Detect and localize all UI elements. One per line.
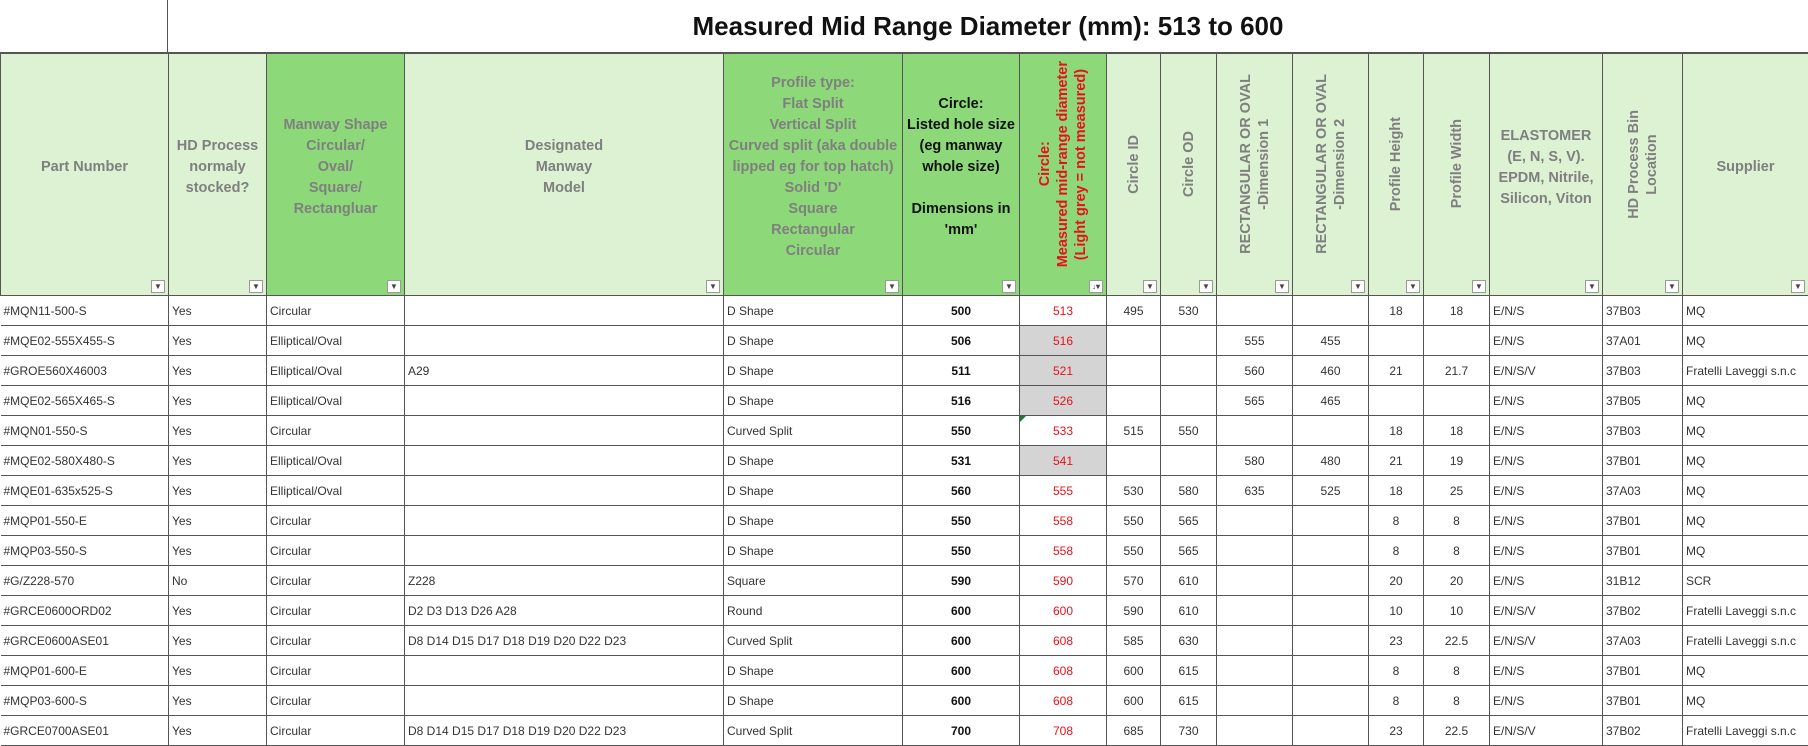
table-row bbox=[1, 446, 1808, 476]
cell-profile-type[interactable]: D Shape bbox=[724, 356, 903, 386]
cell-listed-hole[interactable]: 550 bbox=[903, 506, 1020, 536]
cell-measured-diameter[interactable]: 590 bbox=[1020, 566, 1107, 596]
cell-circle-id[interactable]: 600 bbox=[1107, 686, 1161, 716]
cell-bin-location[interactable]: 37B03 bbox=[1603, 416, 1683, 446]
cell-manway-shape[interactable]: Elliptical/Oval bbox=[267, 386, 405, 416]
cell-elastomer[interactable]: E/N/S bbox=[1490, 566, 1603, 596]
cell-dimension-2[interactable] bbox=[1293, 536, 1369, 566]
header-dimension-1[interactable]: RECTANGULAR OR OVAL -Dimension 1 ▼ bbox=[1217, 54, 1293, 296]
cell-circle-id[interactable]: 585 bbox=[1107, 626, 1161, 656]
cell-elastomer[interactable]: E/N/S bbox=[1490, 446, 1603, 476]
cell-supplier[interactable]: MQ bbox=[1683, 446, 1808, 476]
cell-profile-width[interactable]: 25 bbox=[1424, 476, 1490, 506]
cell-part-number[interactable]: #MQN11-500-S bbox=[1, 296, 169, 326]
header-circle-id[interactable]: Circle ID ▼ bbox=[1107, 54, 1161, 296]
cell-measured-diameter[interactable]: 708 bbox=[1020, 716, 1107, 746]
cell-bin-location[interactable]: 37A03 bbox=[1603, 626, 1683, 656]
cell-manway-model[interactable]: D8 D14 D15 D17 D18 D19 D20 D22 D23 bbox=[405, 626, 724, 656]
cell-listed-hole[interactable]: 600 bbox=[903, 686, 1020, 716]
cell-circle-id[interactable] bbox=[1107, 326, 1161, 356]
table-row bbox=[1, 386, 1808, 416]
cell-circle-id[interactable] bbox=[1107, 386, 1161, 416]
cell-manway-model[interactable] bbox=[405, 656, 724, 686]
cell-dimension-2[interactable] bbox=[1293, 626, 1369, 656]
cell-supplier[interactable]: MQ bbox=[1683, 476, 1808, 506]
cell-manway-model[interactable] bbox=[405, 296, 724, 326]
table-row bbox=[1, 656, 1808, 686]
cell-measured-diameter[interactable]: 558 bbox=[1020, 506, 1107, 536]
filter-dropdown-icon[interactable]: ▼ bbox=[1351, 280, 1365, 293]
header-profile-height[interactable]: Profile Height ▼ bbox=[1369, 54, 1424, 296]
filter-dropdown-icon[interactable]: ▼ bbox=[1002, 280, 1016, 293]
header-profile-width[interactable]: Profile Width ▼ bbox=[1424, 54, 1490, 296]
cell-stocked[interactable]: Yes bbox=[169, 416, 267, 446]
cell-circle-od[interactable]: 610 bbox=[1161, 566, 1217, 596]
cell-elastomer[interactable]: E/N/S bbox=[1490, 416, 1603, 446]
cell-circle-od[interactable] bbox=[1161, 356, 1217, 386]
cell-elastomer[interactable]: E/N/S/V bbox=[1490, 716, 1603, 746]
cell-dimension-1[interactable] bbox=[1217, 686, 1293, 716]
sort-descending-filter-icon[interactable]: ↓▾ bbox=[1089, 280, 1103, 293]
cell-bin-location[interactable]: 37A03 bbox=[1603, 476, 1683, 506]
cell-manway-model[interactable] bbox=[405, 476, 724, 506]
cell-bin-location[interactable]: 37B01 bbox=[1603, 446, 1683, 476]
cell-manway-model[interactable] bbox=[405, 386, 724, 416]
cell-bin-location[interactable]: 31B12 bbox=[1603, 566, 1683, 596]
cell-bin-location[interactable]: 37B01 bbox=[1603, 536, 1683, 566]
cell-dimension-2[interactable]: 480 bbox=[1293, 446, 1369, 476]
cell-part-number[interactable]: #GRCE0700ASE01 bbox=[1, 716, 169, 746]
cell-circle-od[interactable]: 730 bbox=[1161, 716, 1217, 746]
cell-profile-height[interactable]: 21 bbox=[1369, 446, 1424, 476]
cell-profile-type[interactable]: D Shape bbox=[724, 446, 903, 476]
cell-circle-od[interactable]: 565 bbox=[1161, 506, 1217, 536]
cell-supplier[interactable]: MQ bbox=[1683, 686, 1808, 716]
cell-circle-od[interactable]: 565 bbox=[1161, 536, 1217, 566]
cell-measured-diameter[interactable]: 558 bbox=[1020, 536, 1107, 566]
cell-stocked[interactable]: Yes bbox=[169, 476, 267, 506]
cell-listed-hole[interactable]: 506 bbox=[903, 326, 1020, 356]
cell-part-number[interactable]: #MQP03-550-S bbox=[1, 536, 169, 566]
table-body bbox=[1, 296, 1808, 746]
cell-dimension-1[interactable] bbox=[1217, 296, 1293, 326]
cell-measured-diameter[interactable]: 555 bbox=[1020, 476, 1107, 506]
cell-part-number[interactable]: #MQE02-580X480-S bbox=[1, 446, 169, 476]
cell-profile-height[interactable]: 18 bbox=[1369, 296, 1424, 326]
table-row bbox=[1, 476, 1808, 506]
cell-profile-width[interactable]: 8 bbox=[1424, 506, 1490, 536]
table-row bbox=[1, 356, 1808, 386]
cell-dimension-1[interactable] bbox=[1217, 506, 1293, 536]
title-row bbox=[0, 0, 1808, 53]
cell-profile-width[interactable]: 19 bbox=[1424, 446, 1490, 476]
cell-bin-location[interactable]: 37B03 bbox=[1603, 356, 1683, 386]
cell-manway-model[interactable]: D8 D14 D15 D17 D18 D19 D20 D22 D23 bbox=[405, 716, 724, 746]
cell-dimension-2[interactable] bbox=[1293, 296, 1369, 326]
cell-dimension-1[interactable] bbox=[1217, 536, 1293, 566]
header-part-number[interactable]: Part Number ▼ bbox=[1, 54, 169, 296]
cell-manway-model[interactable]: D2 D3 D13 D26 A28 bbox=[405, 596, 724, 626]
filter-dropdown-icon[interactable]: ▼ bbox=[1791, 280, 1805, 293]
header-manway-shape[interactable]: Manway Shape Circular/ Oval/ Square/ Rectangluar ▼ bbox=[267, 54, 405, 296]
cell-elastomer[interactable]: E/N/S/V bbox=[1490, 356, 1603, 386]
cell-circle-id[interactable]: 600 bbox=[1107, 656, 1161, 686]
cell-profile-height[interactable] bbox=[1369, 386, 1424, 416]
cell-elastomer[interactable]: E/N/S bbox=[1490, 296, 1603, 326]
cell-manway-model[interactable] bbox=[405, 446, 724, 476]
cell-bin-location[interactable]: 37A01 bbox=[1603, 326, 1683, 356]
cell-profile-width[interactable]: 22.5 bbox=[1424, 626, 1490, 656]
cell-profile-height[interactable]: 23 bbox=[1369, 716, 1424, 746]
cell-dimension-2[interactable] bbox=[1293, 566, 1369, 596]
cell-circle-id[interactable] bbox=[1107, 356, 1161, 386]
cell-stocked[interactable]: Yes bbox=[169, 686, 267, 716]
table-row bbox=[1, 626, 1808, 656]
cell-profile-type[interactable]: Round bbox=[724, 596, 903, 626]
cell-profile-width[interactable]: 18 bbox=[1424, 296, 1490, 326]
cell-dimension-1[interactable] bbox=[1217, 716, 1293, 746]
cell-circle-od[interactable]: 610 bbox=[1161, 596, 1217, 626]
cell-stocked[interactable]: Yes bbox=[169, 656, 267, 686]
cell-manway-shape[interactable]: Circular bbox=[267, 656, 405, 686]
cell-elastomer[interactable]: E/N/S bbox=[1490, 686, 1603, 716]
cell-profile-width[interactable]: 18 bbox=[1424, 416, 1490, 446]
table-row bbox=[1, 326, 1808, 356]
cell-part-number[interactable]: #MQN01-550-S bbox=[1, 416, 169, 446]
header-bin-location[interactable]: HD Process Bin Location ▼ bbox=[1603, 54, 1683, 296]
cell-stocked[interactable]: Yes bbox=[169, 446, 267, 476]
cell-elastomer[interactable]: E/N/S bbox=[1490, 326, 1603, 356]
cell-dimension-2[interactable] bbox=[1293, 596, 1369, 626]
cell-stocked[interactable]: Yes bbox=[169, 536, 267, 566]
header-supplier[interactable]: Supplier ▼ bbox=[1683, 54, 1808, 296]
header-hd-stocked[interactable]: HD Process normaly stocked? ▼ bbox=[169, 54, 267, 296]
filter-dropdown-icon[interactable]: ▼ bbox=[885, 280, 899, 293]
filter-dropdown-icon[interactable]: ▼ bbox=[1665, 280, 1679, 293]
cell-listed-hole[interactable]: 600 bbox=[903, 626, 1020, 656]
cell-profile-type[interactable]: D Shape bbox=[724, 386, 903, 416]
cell-supplier[interactable]: Fratelli Laveggi s.n.c bbox=[1683, 596, 1808, 626]
cell-elastomer[interactable]: E/N/S bbox=[1490, 476, 1603, 506]
cell-circle-od[interactable] bbox=[1161, 446, 1217, 476]
cell-measured-diameter[interactable]: 516 bbox=[1020, 326, 1107, 356]
cell-dimension-2[interactable]: 460 bbox=[1293, 356, 1369, 386]
cell-dimension-2[interactable] bbox=[1293, 716, 1369, 746]
sheet-title[interactable]: Measured Mid Range Diameter (mm): 513 to 600 bbox=[168, 0, 1808, 53]
cell-supplier[interactable]: Fratelli Laveggi s.n.c bbox=[1683, 626, 1808, 656]
cell-part-number[interactable]: #GRCE0600ASE01 bbox=[1, 626, 169, 656]
cell-profile-height[interactable]: 8 bbox=[1369, 656, 1424, 686]
cell-profile-type[interactable]: D Shape bbox=[724, 476, 903, 506]
cell-manway-model[interactable]: A29 bbox=[405, 356, 724, 386]
cell-circle-id[interactable]: 570 bbox=[1107, 566, 1161, 596]
cell-bin-location[interactable]: 37B02 bbox=[1603, 596, 1683, 626]
cell-listed-hole[interactable]: 600 bbox=[903, 596, 1020, 626]
cell-part-number[interactable]: #GROE560X46003 bbox=[1, 356, 169, 386]
cell-profile-type[interactable]: D Shape bbox=[724, 536, 903, 566]
cell-manway-shape[interactable]: Circular bbox=[267, 566, 405, 596]
cell-stocked[interactable]: Yes bbox=[169, 326, 267, 356]
cell-profile-height[interactable]: 8 bbox=[1369, 686, 1424, 716]
cell-bin-location[interactable]: 37B05 bbox=[1603, 386, 1683, 416]
cell-supplier[interactable]: Fratelli Laveggi s.n.c bbox=[1683, 716, 1808, 746]
cell-circle-id[interactable]: 495 bbox=[1107, 296, 1161, 326]
cell-bin-location[interactable]: 37B03 bbox=[1603, 296, 1683, 326]
cell-profile-height[interactable]: 18 bbox=[1369, 476, 1424, 506]
cell-measured-diameter[interactable]: 533 bbox=[1020, 416, 1107, 446]
table-row bbox=[1, 296, 1808, 326]
cell-bin-location[interactable]: 37B01 bbox=[1603, 656, 1683, 686]
cell-listed-hole[interactable]: 560 bbox=[903, 476, 1020, 506]
cell-profile-height[interactable]: 18 bbox=[1369, 416, 1424, 446]
cell-circle-id[interactable]: 590 bbox=[1107, 596, 1161, 626]
table-row bbox=[1, 536, 1808, 566]
cell-supplier[interactable]: MQ bbox=[1683, 656, 1808, 686]
cell-bin-location[interactable]: 37B02 bbox=[1603, 716, 1683, 746]
header-manway-model[interactable]: Designated Manway Model ▼ bbox=[405, 54, 724, 296]
table-row bbox=[1, 716, 1808, 746]
cell-measured-diameter[interactable]: 600 bbox=[1020, 596, 1107, 626]
cell-profile-height[interactable]: 8 bbox=[1369, 536, 1424, 566]
filter-dropdown-icon[interactable]: ▼ bbox=[1406, 280, 1420, 293]
cell-stocked[interactable]: Yes bbox=[169, 506, 267, 536]
header-circle-od[interactable]: Circle OD ▼ bbox=[1161, 54, 1217, 296]
cell-circle-id[interactable]: 550 bbox=[1107, 536, 1161, 566]
cell-part-number[interactable]: #MQE01-635x525-S bbox=[1, 476, 169, 506]
header-listed-hole-size[interactable]: Circle: Listed hole size (eg manway whole size) Dimensions in 'mm' ▼ bbox=[903, 54, 1020, 296]
filter-dropdown-icon[interactable]: ▼ bbox=[1199, 280, 1213, 293]
header-profile-type[interactable]: Profile type: Flat Split Vertical Split Curved split (aka double lipped eg for top hatch) Solid 'D' Square Rectangular Circular ▼ bbox=[724, 54, 903, 296]
cell-circle-od[interactable]: 550 bbox=[1161, 416, 1217, 446]
cell-dimension-1[interactable]: 560 bbox=[1217, 356, 1293, 386]
cell-dimension-2[interactable]: 465 bbox=[1293, 386, 1369, 416]
cell-bin-location[interactable]: 37B01 bbox=[1603, 506, 1683, 536]
table-row bbox=[1, 416, 1808, 446]
cell-dimension-1[interactable] bbox=[1217, 626, 1293, 656]
cell-measured-diameter[interactable]: 608 bbox=[1020, 626, 1107, 656]
cell-manway-shape[interactable]: Elliptical/Oval bbox=[267, 476, 405, 506]
filter-dropdown-icon[interactable]: ▼ bbox=[1472, 280, 1486, 293]
cell-stocked[interactable]: Yes bbox=[169, 296, 267, 326]
cell-profile-height[interactable] bbox=[1369, 326, 1424, 356]
cell-circle-od[interactable]: 630 bbox=[1161, 626, 1217, 656]
cell-dimension-2[interactable] bbox=[1293, 416, 1369, 446]
cell-profile-type[interactable]: D Shape bbox=[724, 506, 903, 536]
cell-dimension-2[interactable] bbox=[1293, 686, 1369, 716]
cell-profile-type[interactable]: D Shape bbox=[724, 656, 903, 686]
cell-supplier[interactable]: MQ bbox=[1683, 506, 1808, 536]
cell-dimension-1[interactable]: 580 bbox=[1217, 446, 1293, 476]
cell-supplier[interactable]: MQ bbox=[1683, 296, 1808, 326]
cell-listed-hole[interactable]: 600 bbox=[903, 656, 1020, 686]
cell-circle-od[interactable]: 580 bbox=[1161, 476, 1217, 506]
cell-listed-hole[interactable]: 700 bbox=[903, 716, 1020, 746]
cell-part-number[interactable]: #MQE02-565X465-S bbox=[1, 386, 169, 416]
cell-dimension-1[interactable] bbox=[1217, 416, 1293, 446]
cell-manway-shape[interactable]: Circular bbox=[267, 506, 405, 536]
filter-dropdown-icon[interactable]: ▼ bbox=[1143, 280, 1157, 293]
cell-listed-hole[interactable]: 590 bbox=[903, 566, 1020, 596]
cell-dimension-1[interactable] bbox=[1217, 566, 1293, 596]
cell-profile-type[interactable]: Curved Split bbox=[724, 716, 903, 746]
cell-circle-od[interactable] bbox=[1161, 386, 1217, 416]
cell-dimension-2[interactable] bbox=[1293, 656, 1369, 686]
cell-dimension-2[interactable]: 525 bbox=[1293, 476, 1369, 506]
cell-manway-shape[interactable]: Elliptical/Oval bbox=[267, 356, 405, 386]
filter-dropdown-icon[interactable]: ▼ bbox=[706, 280, 720, 293]
cell-profile-width[interactable]: 8 bbox=[1424, 656, 1490, 686]
cell-listed-hole[interactable]: 550 bbox=[903, 416, 1020, 446]
cell-manway-model[interactable] bbox=[405, 326, 724, 356]
cell-elastomer[interactable]: E/N/S bbox=[1490, 386, 1603, 416]
cell-elastomer[interactable]: E/N/S bbox=[1490, 536, 1603, 566]
cell-profile-height[interactable]: 21 bbox=[1369, 356, 1424, 386]
table-row bbox=[1, 566, 1808, 596]
cell-manway-shape[interactable]: Elliptical/Oval bbox=[267, 326, 405, 356]
cell-profile-type[interactable]: Square bbox=[724, 566, 903, 596]
cell-measured-diameter[interactable]: 608 bbox=[1020, 656, 1107, 686]
cell-stocked[interactable]: No bbox=[169, 566, 267, 596]
cell-manway-model[interactable] bbox=[405, 506, 724, 536]
table-row bbox=[1, 596, 1808, 626]
cell-stocked[interactable]: Yes bbox=[169, 626, 267, 656]
cell-profile-height[interactable]: 8 bbox=[1369, 506, 1424, 536]
cell-stocked[interactable]: Yes bbox=[169, 386, 267, 416]
cell-circle-id[interactable] bbox=[1107, 446, 1161, 476]
table-row bbox=[1, 506, 1808, 536]
cell-supplier[interactable]: MQ bbox=[1683, 416, 1808, 446]
cell-bin-location[interactable]: 37B01 bbox=[1603, 686, 1683, 716]
cell-measured-diameter[interactable]: 541 bbox=[1020, 446, 1107, 476]
cell-manway-shape[interactable]: Circular bbox=[267, 296, 405, 326]
cell-measured-diameter[interactable]: 521 bbox=[1020, 356, 1107, 386]
cell-listed-hole[interactable]: 500 bbox=[903, 296, 1020, 326]
cell-elastomer[interactable]: E/N/S/V bbox=[1490, 626, 1603, 656]
cell-profile-width[interactable]: 22.5 bbox=[1424, 716, 1490, 746]
cell-part-number[interactable]: #GRCE0600ORD02 bbox=[1, 596, 169, 626]
cell-supplier[interactable]: SCR bbox=[1683, 566, 1808, 596]
cell-measured-diameter[interactable]: 608 bbox=[1020, 686, 1107, 716]
cell-dimension-1[interactable]: 565 bbox=[1217, 386, 1293, 416]
cell-elastomer[interactable]: E/N/S bbox=[1490, 506, 1603, 536]
cell-manway-shape[interactable]: Elliptical/Oval bbox=[267, 446, 405, 476]
cell-part-number[interactable]: #MQP01-550-E bbox=[1, 506, 169, 536]
cell-supplier[interactable]: Fratelli Laveggi s.n.c bbox=[1683, 356, 1808, 386]
filter-dropdown-icon[interactable]: ▼ bbox=[151, 280, 165, 293]
cell-profile-width[interactable]: 21.7 bbox=[1424, 356, 1490, 386]
cell-profile-width[interactable] bbox=[1424, 386, 1490, 416]
cell-stocked[interactable]: Yes bbox=[169, 716, 267, 746]
cell-elastomer[interactable]: E/N/S/V bbox=[1490, 596, 1603, 626]
cell-part-number[interactable]: #MQE02-555X455-S bbox=[1, 326, 169, 356]
gasket-table bbox=[0, 53, 1808, 746]
cell-circle-id[interactable]: 515 bbox=[1107, 416, 1161, 446]
cell-profile-height[interactable]: 23 bbox=[1369, 626, 1424, 656]
cell-manway-shape[interactable]: Circular bbox=[267, 596, 405, 626]
cell-circle-od[interactable]: 615 bbox=[1161, 686, 1217, 716]
cell-listed-hole[interactable]: 516 bbox=[903, 386, 1020, 416]
cell-dimension-2[interactable]: 455 bbox=[1293, 326, 1369, 356]
cell-circle-od[interactable] bbox=[1161, 326, 1217, 356]
cell-circle-id[interactable]: 530 bbox=[1107, 476, 1161, 506]
cell-manway-shape[interactable]: Circular bbox=[267, 536, 405, 566]
cell-profile-type[interactable]: D Shape bbox=[724, 326, 903, 356]
cell-measured-diameter[interactable]: 526 bbox=[1020, 386, 1107, 416]
cell-measured-diameter[interactable]: 513 bbox=[1020, 296, 1107, 326]
cell-profile-type[interactable]: Curved Split bbox=[724, 626, 903, 656]
cell-part-number[interactable]: #MQP01-600-E bbox=[1, 656, 169, 686]
header-measured-diameter[interactable]: Circle: Measured mid-range diameter (Light grey = not measured) ↓▾ bbox=[1020, 54, 1107, 296]
cell-dimension-2[interactable] bbox=[1293, 506, 1369, 536]
cell-stocked[interactable]: Yes bbox=[169, 356, 267, 386]
cell-listed-hole[interactable]: 550 bbox=[903, 536, 1020, 566]
cell-manway-model[interactable] bbox=[405, 686, 724, 716]
cell-dimension-1[interactable] bbox=[1217, 656, 1293, 686]
header-row bbox=[1, 54, 1808, 296]
cell-elastomer[interactable]: E/N/S bbox=[1490, 656, 1603, 686]
cell-dimension-1[interactable] bbox=[1217, 596, 1293, 626]
cell-circle-od[interactable]: 530 bbox=[1161, 296, 1217, 326]
cell-profile-type[interactable]: D Shape bbox=[724, 686, 903, 716]
cell-listed-hole[interactable]: 531 bbox=[903, 446, 1020, 476]
cell-profile-height[interactable]: 10 bbox=[1369, 596, 1424, 626]
cell-profile-width[interactable]: 8 bbox=[1424, 536, 1490, 566]
cell-manway-shape[interactable]: Circular bbox=[267, 626, 405, 656]
cell-profile-width[interactable]: 8 bbox=[1424, 686, 1490, 716]
cell-supplier[interactable]: MQ bbox=[1683, 326, 1808, 356]
cell-profile-type[interactable]: D Shape bbox=[724, 296, 903, 326]
cell-circle-id[interactable]: 550 bbox=[1107, 506, 1161, 536]
title-blank-cell[interactable] bbox=[0, 0, 168, 53]
cell-dimension-1[interactable]: 635 bbox=[1217, 476, 1293, 506]
filter-dropdown-icon[interactable]: ▼ bbox=[1275, 280, 1289, 293]
header-dimension-2[interactable]: RECTANGULAR OR OVAL -Dimension 2 ▼ bbox=[1293, 54, 1369, 296]
cell-part-number[interactable]: #G/Z228-570 bbox=[1, 566, 169, 596]
cell-manway-shape[interactable]: Circular bbox=[267, 416, 405, 446]
cell-manway-shape[interactable]: Circular bbox=[267, 686, 405, 716]
filter-dropdown-icon[interactable]: ▼ bbox=[387, 280, 401, 293]
cell-manway-shape[interactable]: Circular bbox=[267, 716, 405, 746]
cell-dimension-1[interactable]: 555 bbox=[1217, 326, 1293, 356]
cell-circle-id[interactable]: 685 bbox=[1107, 716, 1161, 746]
table-row bbox=[1, 686, 1808, 716]
cell-stocked[interactable]: Yes bbox=[169, 596, 267, 626]
cell-supplier[interactable]: MQ bbox=[1683, 536, 1808, 566]
cell-manway-model[interactable] bbox=[405, 416, 724, 446]
cell-profile-height[interactable]: 20 bbox=[1369, 566, 1424, 596]
cell-circle-od[interactable]: 615 bbox=[1161, 656, 1217, 686]
cell-profile-width[interactable] bbox=[1424, 326, 1490, 356]
cell-profile-width[interactable]: 10 bbox=[1424, 596, 1490, 626]
cell-part-number[interactable]: #MQP03-600-S bbox=[1, 686, 169, 716]
cell-manway-model[interactable]: Z228 bbox=[405, 566, 724, 596]
cell-manway-model[interactable] bbox=[405, 536, 724, 566]
filter-dropdown-icon[interactable]: ▼ bbox=[249, 280, 263, 293]
cell-profile-type[interactable]: Curved Split bbox=[724, 416, 903, 446]
header-elastomer[interactable]: ELASTOMER (E, N, S, V). EPDM, Nitrile, Silicon, Viton ▼ bbox=[1490, 54, 1603, 296]
cell-listed-hole[interactable]: 511 bbox=[903, 356, 1020, 386]
cell-supplier[interactable]: MQ bbox=[1683, 386, 1808, 416]
filter-dropdown-icon[interactable]: ▼ bbox=[1585, 280, 1599, 293]
cell-profile-width[interactable]: 20 bbox=[1424, 566, 1490, 596]
